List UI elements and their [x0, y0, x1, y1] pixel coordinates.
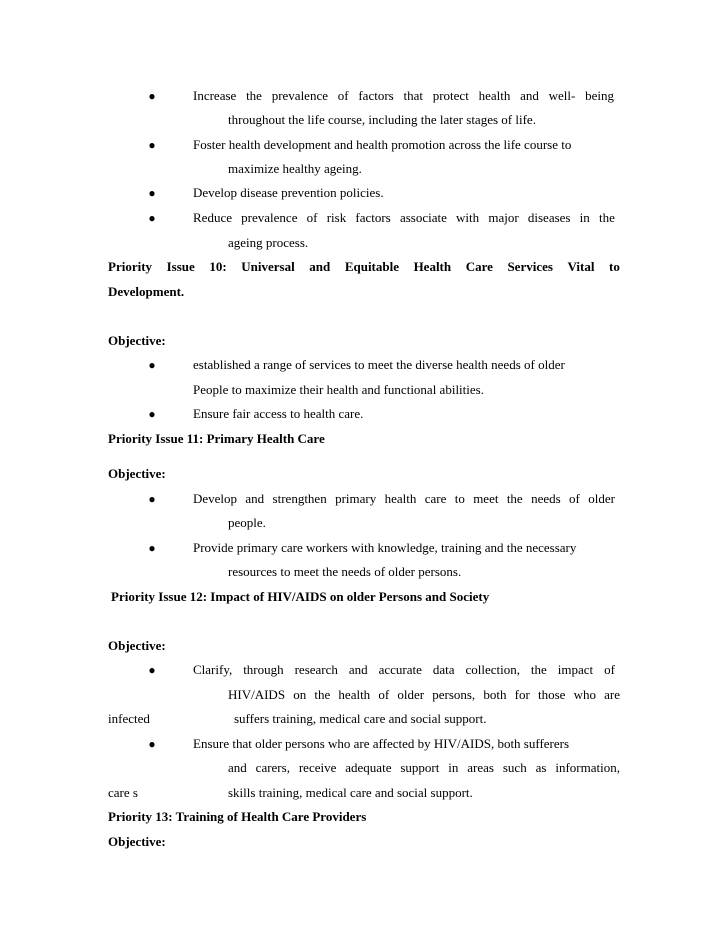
word: collection,	[465, 662, 520, 677]
word: meet	[473, 491, 499, 506]
priority-11-heading: Priority Issue 11: Primary Health Care	[108, 431, 325, 446]
bullet-icon: ●	[148, 186, 156, 200]
bullet-icon: ●	[148, 541, 156, 555]
word: major	[488, 210, 519, 225]
bullet-icon: ●	[148, 358, 156, 372]
word: adequate	[345, 760, 392, 775]
word: that	[403, 88, 423, 103]
word: through	[243, 662, 284, 677]
bullet-text-9-cont2: suffers training, medical care and social support.	[234, 711, 487, 726]
bullet-text-5: established a range of services to meet the diverse health needs of older	[193, 357, 565, 372]
word: in	[448, 760, 459, 775]
priority-12-heading: Priority Issue 12: Impact of HIV/AIDS on older Persons and Society	[111, 589, 490, 604]
word: the	[246, 88, 262, 103]
word: and	[348, 662, 368, 677]
bullet-text-8-cont: resources to meet the needs of older persons.	[228, 564, 462, 579]
word: carers,	[255, 760, 290, 775]
word: as	[535, 760, 547, 775]
word: are	[604, 687, 620, 702]
word: Increase	[193, 88, 237, 103]
word: support	[400, 760, 440, 775]
bullet-text-3: Develop disease prevention policies.	[193, 185, 384, 200]
word: Clarify,	[193, 662, 233, 677]
bullet-icon: ●	[148, 138, 156, 152]
objective-label: Objective:	[108, 333, 166, 348]
bullet-text-8: Provide primary care workers with knowledge, training and the necessary	[193, 540, 577, 555]
bullet-text-1-cont: throughout the life course, including the later stages of life.	[228, 112, 536, 127]
word: Equitable	[344, 259, 399, 274]
margin-text: infected	[108, 711, 150, 726]
word: such	[502, 760, 527, 775]
word: of	[306, 210, 318, 225]
bullet-text-9-cont	[228, 687, 620, 703]
word: Services	[507, 259, 553, 274]
bullet-text-5-cont: People to maximize their health and functional abilities.	[193, 382, 484, 397]
word: 10:	[209, 259, 227, 274]
bullet-text-9	[193, 662, 615, 678]
word: older	[588, 491, 615, 506]
word: the	[530, 662, 547, 677]
word: health	[384, 491, 417, 506]
word: of	[337, 88, 349, 103]
word: with	[456, 210, 480, 225]
margin-text: care s	[108, 785, 138, 800]
word: health	[478, 88, 511, 103]
word: associate	[399, 210, 447, 225]
word: risk	[326, 210, 347, 225]
word: needs	[531, 491, 561, 506]
word: information,	[555, 760, 620, 775]
priority-13-heading: Priority 13: Training of Health Care Providers	[108, 809, 367, 824]
bullet-text-1	[193, 88, 614, 104]
word: those	[537, 687, 566, 702]
bullet-text-4	[193, 210, 615, 226]
word: health	[338, 687, 371, 702]
word: well-	[548, 88, 576, 103]
word: data	[432, 662, 455, 677]
word: the	[598, 210, 615, 225]
objective-label: Objective:	[108, 466, 166, 481]
word: Health	[413, 259, 452, 274]
word: and	[309, 259, 331, 274]
word: of	[604, 662, 615, 677]
word: impact	[557, 662, 594, 677]
bullet-icon: ●	[148, 737, 156, 751]
word: and	[520, 88, 539, 103]
bullet-icon: ●	[148, 492, 156, 506]
word: of	[569, 491, 580, 506]
word: Issue	[166, 259, 195, 274]
word: Vital	[567, 259, 595, 274]
word: prevalence	[271, 88, 328, 103]
word: to	[609, 259, 620, 274]
bullet-text-4-cont: ageing process.	[228, 235, 309, 250]
bullet-text-7-cont: people.	[228, 515, 266, 530]
word: Reduce	[193, 210, 232, 225]
word: HIV/AIDS	[228, 687, 286, 702]
word: the	[314, 687, 331, 702]
bullet-text-10-cont	[228, 760, 620, 776]
word: care	[424, 491, 447, 506]
bullet-icon: ●	[148, 407, 156, 421]
word: strengthen	[272, 491, 327, 506]
word: for	[514, 687, 530, 702]
word: to	[454, 491, 465, 506]
priority-10-heading-cont: Development.	[108, 284, 185, 299]
word: of	[378, 687, 390, 702]
word: persons,	[432, 687, 476, 702]
word: factors	[358, 88, 394, 103]
bullet-icon: ●	[148, 211, 156, 225]
word: prevalence	[241, 210, 298, 225]
bullet-text-7	[193, 491, 615, 507]
word: Universal	[241, 259, 295, 274]
bullet-icon: ●	[148, 663, 156, 677]
word: diseases	[527, 210, 571, 225]
word: being	[585, 88, 614, 103]
word: who	[573, 687, 596, 702]
bullet-text-6: Ensure fair access to health care.	[193, 406, 364, 421]
word: Develop	[193, 491, 238, 506]
word: primary	[335, 491, 377, 506]
objective-label: Objective:	[108, 834, 166, 849]
priority-10-heading	[108, 259, 620, 275]
bullet-text-10: Ensure that older persons who are affected by HIV/AIDS, both sufferers	[193, 736, 570, 751]
bullet-text-2-cont: maximize healthy ageing.	[228, 161, 362, 176]
word: factors	[355, 210, 391, 225]
bullet-icon: ●	[148, 89, 156, 103]
word: Priority	[108, 259, 153, 274]
word: receive	[298, 760, 337, 775]
objective-label: Objective:	[108, 638, 166, 653]
word: in	[579, 210, 590, 225]
word: older	[397, 687, 425, 702]
word: accurate	[378, 662, 422, 677]
word: on	[293, 687, 307, 702]
word: Care	[465, 259, 493, 274]
word: the	[506, 491, 523, 506]
word: areas	[467, 760, 494, 775]
word: research	[294, 662, 338, 677]
word: both	[483, 687, 507, 702]
word: and	[245, 491, 265, 506]
word: protect	[432, 88, 469, 103]
word: and	[228, 760, 247, 775]
bullet-text-10-cont2: skills training, medical care and social support.	[228, 785, 473, 800]
bullet-text-2: Foster health development and health promotion across the life course to	[193, 137, 572, 152]
